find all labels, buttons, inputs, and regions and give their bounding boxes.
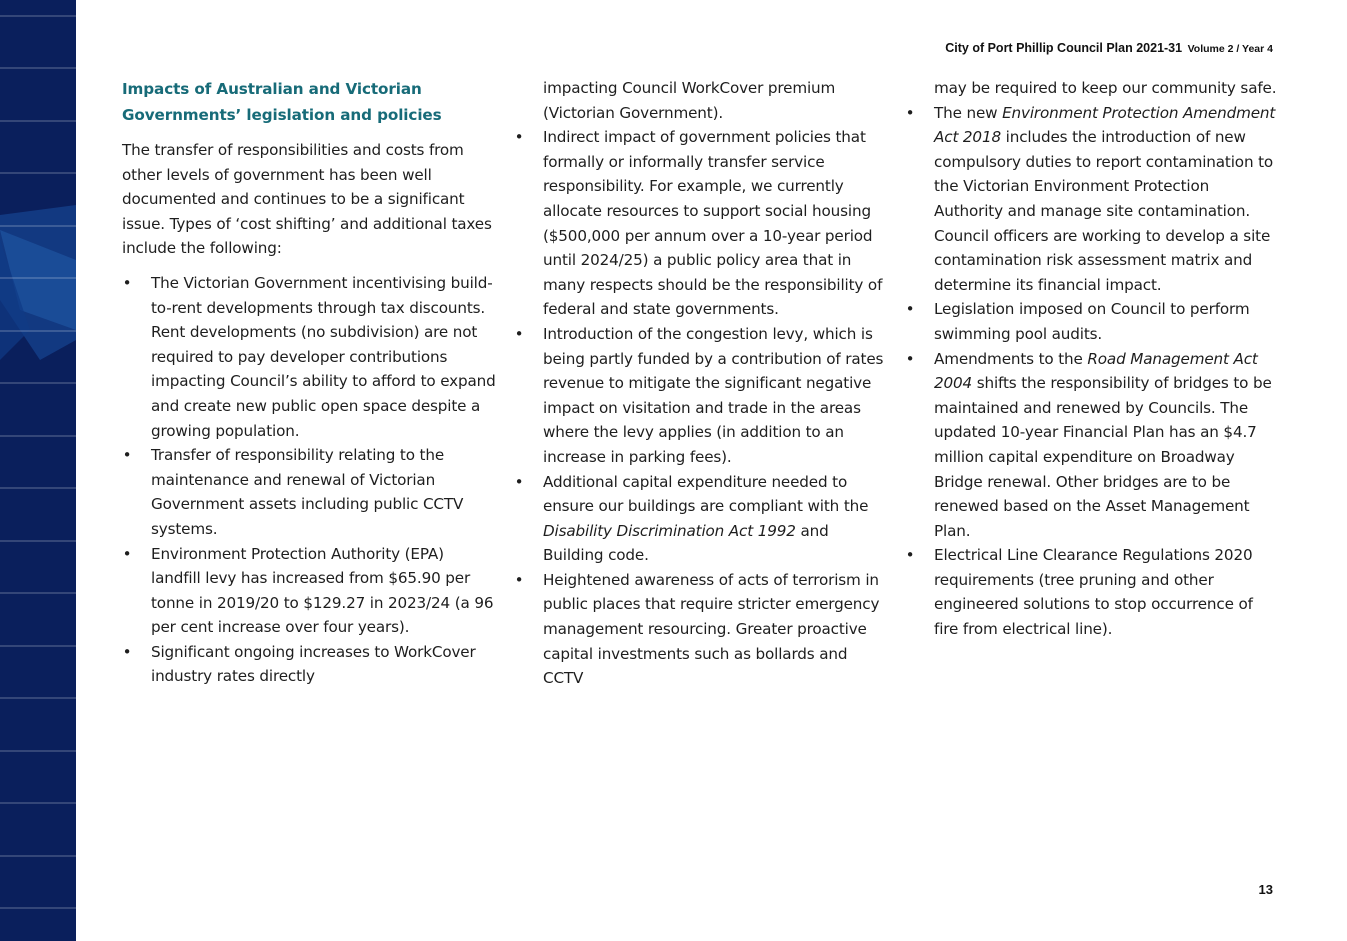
bullet-list-3 (905, 76, 1277, 642)
list-item: • Additional capital expenditure needed to ensure our buildings are compliant with the Disability Discrimination Act 1992 and Building code. (514, 472, 869, 565)
list-item: • Heightened awareness of acts of terrorism in public places that require stricter emergency management resourcing. Greater proactive capital investments such as bollards and CCTV (514, 570, 880, 688)
intro-paragraph: The transfer of responsibilities and costs from other levels of government has been well documented and continues to be a significant issue. Types of ‘cost shifting’ and additional taxes include the following: (122, 141, 492, 258)
running-header (945, 41, 1273, 55)
act-title: Road Management Act 2004 (934, 349, 1258, 393)
bullet-list-1 (122, 271, 497, 689)
list-item: • Environment Protection Authority (EPA) landfill levy has increased from $65.90 per tonne in 2019/20 to $129.27 in 2023/24 (a 96 per cent increase over four years). (122, 544, 494, 637)
list-item: • Significant ongoing increases to WorkCover industry rates directly (122, 642, 476, 686)
act-title: Environment Protection Amendment Act 2018 (934, 103, 1276, 147)
list-item: • The new Environment Protection Amendment Act 2018 includes the introduction of new compulsory duties to report contamination to the Victorian Environment Protection Authority and manage site contamination. Council officers are working to develop a site contamination risk assessment matrix and determine its financial impact. (905, 103, 1276, 294)
list-item: • Transfer of responsibility relating to the maintenance and renewal of Victorian Government assets including public CCTV systems. (122, 446, 464, 538)
list-item: • The Victorian Government incentivising build-to-rent developments through tax discounts. Rent developments (no subdivision) are not required to pay developer contributions impacting Council’s ability to afford to expand and create new public open space despite a growing population. (122, 273, 496, 440)
list-item-continuation: may be required to keep our community safe. (934, 79, 1277, 97)
section-heading: Impacts of Australian and Victorian Governments’ legislation and policies (122, 80, 442, 124)
decorative-sidebar (0, 0, 76, 941)
act-title: Disability Discrimination Act 1992 (543, 521, 796, 540)
header-subtitle: Volume 2 / Year 4 (1187, 43, 1273, 55)
list-item: • Electrical Line Clearance Regulations 2020 requirements (tree pruning and other engineered solutions to stop occurrence of fire from electrical line). (905, 546, 1253, 639)
column-3 (905, 76, 1277, 642)
column-2 (514, 76, 889, 691)
column-1 (122, 76, 497, 689)
header-title: City of Port Phillip Council Plan 2021-31 (945, 41, 1183, 55)
page-number: 13 (1258, 882, 1273, 897)
list-item: • Indirect impact of government policies that formally or informally transfer service responsibility. For example, we currently allocate resources to support social housing ($500,000 per annum over a 10-year period until 2024/25) a public policy area that in many respects should be the responsibility of federal and state governments. (514, 128, 883, 319)
list-item: • Legislation imposed on Council to perform swimming pool audits. (905, 300, 1250, 343)
list-item: • Amendments to the Road Management Act 2004 shifts the responsibility of bridges to be maintained and renewed by Councils. The updated 10-year Financial Plan has an $4.7 million capital expenditure on Broadway Bridge renewal. Other bridges are to be renewed based on the Asset Management Plan. (905, 349, 1272, 540)
list-item-continuation: impacting Council WorkCover premium (Victorian Government). (543, 79, 836, 122)
sidebar-pattern-graphic (0, 0, 76, 941)
list-item: • Introduction of the congestion levy, which is being partly funded by a contribution of rates revenue to mitigate the significant negative impact on visitation and trade in the areas where the levy applies (in addition to an increase in parking fees). (514, 324, 884, 466)
bullet-list-2 (514, 76, 889, 691)
